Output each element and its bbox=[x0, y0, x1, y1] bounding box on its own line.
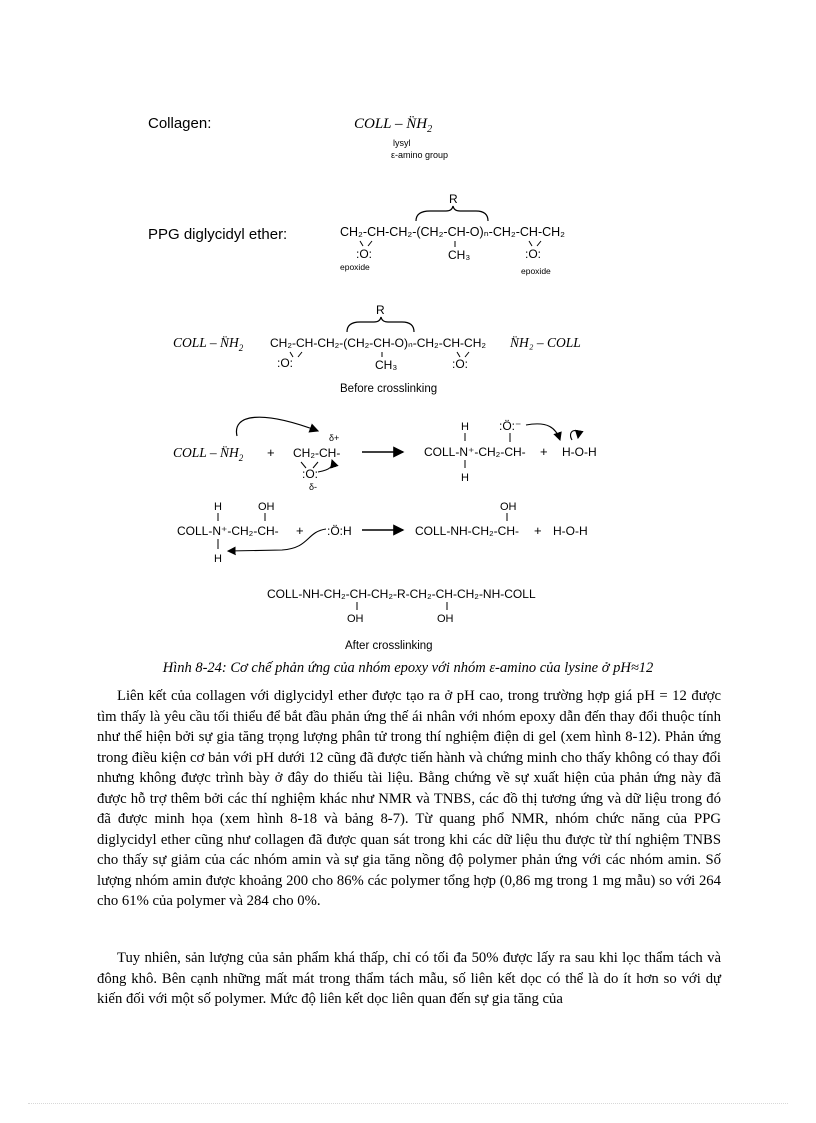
amino-group-label: ε-amino group bbox=[391, 150, 449, 160]
h-bottom-2: H bbox=[214, 553, 222, 565]
oh-bottom-1: OH bbox=[347, 613, 364, 625]
body-paragraph-2: Tuy nhiên, sản lượng của sản phẩm khá thấp, chỉ có tối đa 50% được lấy ra sau khi lọc thẩm tách và đông khô. Bên cạnh những mất mát trong thẩm tách mẫu, số liên kết dọc có thể là do ít hơn so với dự kiến đối với một số polymer. Mức độ liên kết dọc liên quan đến sự gia tăng của bbox=[97, 950, 721, 1007]
before-crosslinking-label: Before crosslinking bbox=[340, 383, 438, 395]
ppg-chain-1: CH₂-CH-CH₂-(CH₂-CH-O)ₙ-CH₂-CH-CH₂ bbox=[340, 225, 566, 239]
epoxide-o-4: :O: bbox=[452, 357, 469, 371]
epoxide-bond bbox=[529, 241, 532, 246]
step2-reactant: COLL-N⁺-CH₂-CH- bbox=[177, 524, 279, 538]
coll-nh2: COLL – $N̈H_2$ bbox=[354, 116, 433, 135]
epoxide-o-2: :O: bbox=[525, 247, 542, 261]
methyl-1: CH₃ bbox=[448, 248, 471, 262]
oh-top-1: OH bbox=[258, 501, 275, 513]
plus-2: + bbox=[540, 444, 548, 459]
hydroxide: :Ö:H bbox=[327, 524, 352, 538]
after-crosslinking-label: After crosslinking bbox=[345, 640, 433, 652]
step1-product: COLL-N⁺-CH₂-CH- bbox=[424, 445, 526, 459]
methyl-2: CH₃ bbox=[375, 358, 398, 372]
electron-arrow-3 bbox=[526, 424, 560, 440]
final-chain: COLL-NH-CH₂-CH-CH₂-R-CH₂-CH-CH₂-NH-COLL bbox=[267, 587, 536, 601]
epoxide-bond bbox=[298, 352, 302, 357]
step1-reactant: CH₂-CH- bbox=[293, 446, 341, 460]
body-paragraph-1: Liên kết của collagen với diglycidyl ether được tạo ra ở pH cao, trong trường hợp giá pH = 12 được tìm thấy là yêu cầu tối thiểu để bắt đầu phản ứng thế ái nhân với nhóm epoxy dẫn đến thay đổi thuộc tính như thể hiện bởi sự gia tăng trọng lượng phân tử trong thí nghiệm điện di gel (xem hình 8-12). Phản ứng trong điều kiện cơ bản với pH dưới 12 cũng đã được tiến hành và chứng minh cho thấy không có thay đổi nhưng không được trình bày ở đây do thiếu tài liệu. Bằng chứng về sự xuất hiện của phản ứng này đã được hỗ trợ thêm bởi các thí nghiệm khác như NMR và TNBS, các đồ thị tương ứng và dữ liệu trong đó đã được minh họa (xem hình 8-18 và bảng 8-7). Từ quang phổ NMR, nhóm chức năng của PPG diglycidyl ether cũng như collagen đã được quan sát trong khi các dữ liệu thu được từ thí nghiệm TNBS cho thấy sự giảm của các nhóm amin và sự gia tăng nồng độ polymer phản ứng với các nhóm amin. Số lượng nhóm amin được khoảng 200 cho 86% các polymer tổng hợp (0,86 mg trong 1 mg mẫu) so với 264 cho 61% của polymer và 284 cho 0%. bbox=[97, 688, 721, 909]
ppg-label: PPG diglycidyl ether: bbox=[148, 226, 288, 243]
h-top-2: H bbox=[214, 501, 222, 513]
h-bottom-1: H bbox=[461, 472, 469, 484]
plus-3: + bbox=[296, 523, 304, 538]
oh-top-2: OH bbox=[500, 501, 517, 513]
step1-o: :O: bbox=[302, 467, 319, 481]
epoxide-label-left: epoxide bbox=[340, 262, 370, 272]
electron-arrow-2 bbox=[318, 460, 332, 472]
epoxide-bond bbox=[360, 241, 363, 246]
delta-minus: δ- bbox=[309, 482, 318, 492]
electron-arrow-4 bbox=[570, 431, 578, 440]
epoxide-label-right: epoxide bbox=[521, 266, 551, 276]
nh2-coll-right: N̈H₂ – COLL bbox=[510, 335, 581, 350]
water-1: H-O-H bbox=[562, 445, 597, 459]
epoxide-bond bbox=[368, 241, 372, 246]
delta-plus: δ+ bbox=[329, 433, 340, 443]
electron-arrow-1 bbox=[236, 417, 318, 436]
r-label-2: R bbox=[376, 303, 385, 317]
water-2: H-O-H bbox=[553, 524, 588, 538]
step2-product: COLL-NH-CH₂-CH- bbox=[415, 524, 519, 538]
oh-bottom-2: OH bbox=[437, 613, 454, 625]
lysyl-label: lysyl bbox=[393, 138, 411, 148]
figure-caption: Hình 8-24: Cơ chế phản ứng của nhóm epoxy với nhóm ε-amino của lysine ở pH≈12 bbox=[162, 660, 654, 676]
coll-nh2-left: COLL – $N̈H_2$ bbox=[173, 335, 244, 353]
epoxide-bond bbox=[537, 241, 541, 246]
ppg-chain-2: CH₂-CH-CH₂-(CH₂-CH-O)ₙ-CH₂-CH-CH₂ bbox=[270, 336, 487, 350]
epoxide-o-3: :O: bbox=[277, 356, 294, 370]
page-bottom-rule bbox=[28, 1103, 788, 1104]
r-label-1: R bbox=[449, 192, 458, 206]
epoxide-o-1: :O: bbox=[356, 247, 373, 261]
plus-1: + bbox=[267, 445, 275, 460]
r-brace-2 bbox=[347, 317, 414, 332]
oxide-anion: :Ö:⁻ bbox=[499, 419, 522, 433]
h-top-1: H bbox=[461, 421, 469, 433]
coll-nh2-step1: COLL – $N̈H_2$ bbox=[173, 445, 244, 463]
collagen-label: Collagen: bbox=[148, 115, 212, 132]
plus-4: + bbox=[534, 523, 542, 538]
r-brace-1 bbox=[416, 206, 488, 221]
